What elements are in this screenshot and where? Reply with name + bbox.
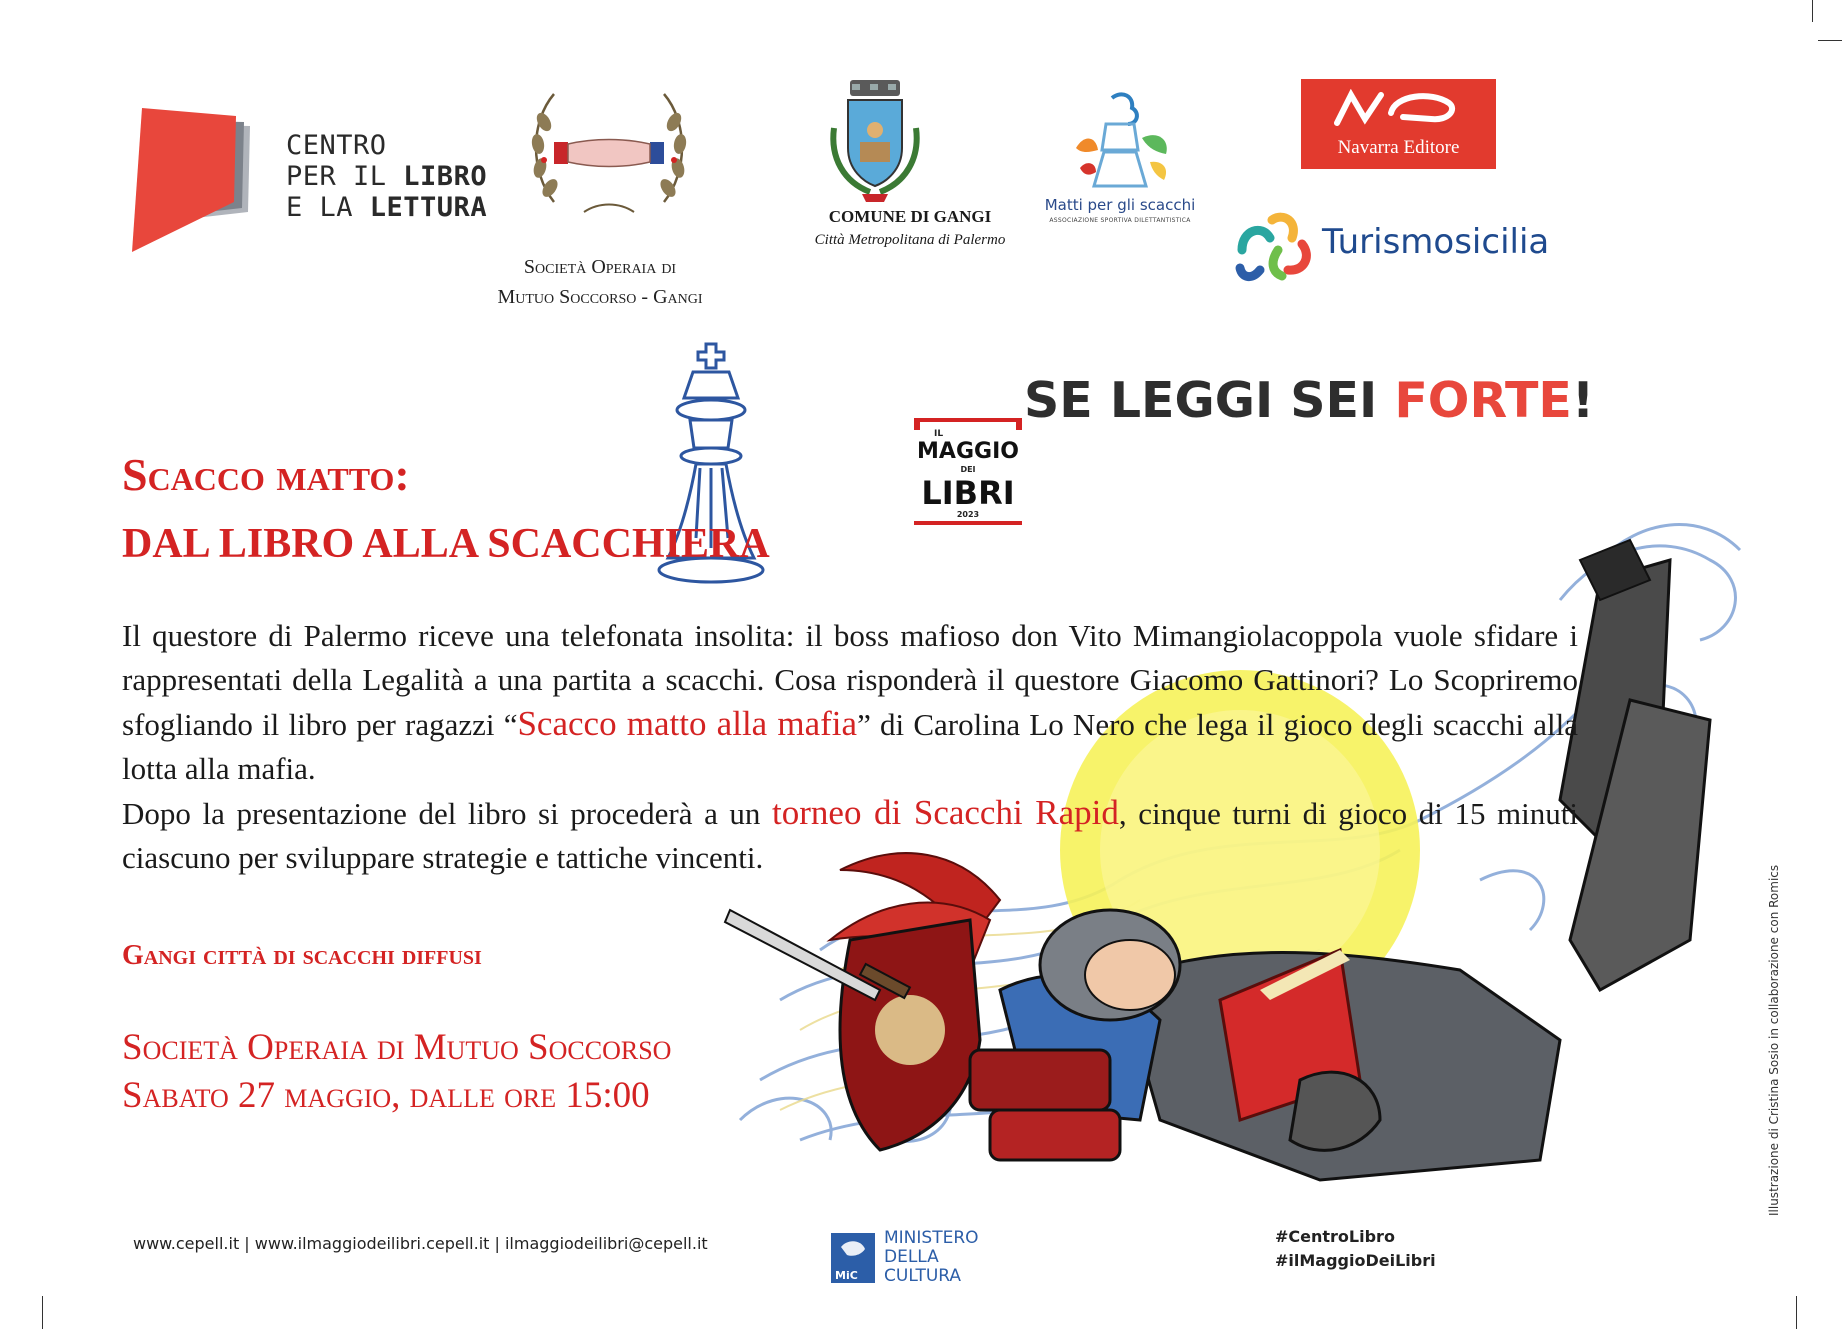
mic-emblem-icon: [831, 1233, 875, 1283]
somsg-caption-line2: Mutuo Soccorso - Gangi: [497, 286, 703, 308]
illustration-credit: Illustrazione di Cristina Sosio in collaborazione con Romics: [1767, 864, 1781, 1216]
description-paragraph-1: [122, 614, 1578, 791]
motto: Gangi città di scacchi diffusi: [122, 940, 482, 971]
tagline: [1024, 372, 1594, 429]
tagline-part1: SE LEGGI SEI: [1024, 372, 1395, 429]
ministero-line1: MINISTERO: [884, 1228, 979, 1248]
crop-mark-top-right-h: [1818, 40, 1842, 41]
cepell-line2a: PER IL: [286, 161, 404, 192]
description-paragraph-2: [122, 791, 1578, 880]
maggio-dei-libri-badge: [914, 418, 1022, 525]
footer-links[interactable]: www.cepell.it | www.ilmaggiodeilibri.cepell.it | ilmaggiodeilibri@cepell.it: [133, 1234, 708, 1253]
cepell-line1: CENTRO: [286, 130, 387, 161]
ministero-logo-icon: [831, 1233, 875, 1283]
navarra-mark-icon: [1331, 89, 1471, 129]
maggio-line4: LIBRI: [921, 474, 1015, 512]
hashtag-maggiodeilibri: #ilMaggioDeiLibri: [1275, 1251, 1436, 1270]
matti-name: Matti per gli scacchi: [1044, 196, 1196, 214]
p2-text-b: , cinque turni di gioco di 15 minuti ciascuno per sviluppare strategie e tattiche vincenti.: [122, 796, 1578, 875]
crop-mark-top-right: [1812, 0, 1813, 22]
matti-subtitle: ASSOCIAZIONE SPORTIVA DILETTANTISTICA: [1049, 217, 1191, 224]
handshake-wreath-emblem: [524, 82, 694, 227]
ministero-text: [884, 1229, 979, 1286]
maggio-line2: MAGGIO: [917, 439, 1019, 464]
cepell-logo-text: [286, 130, 487, 223]
cepell-line2b: LIBRO: [403, 161, 488, 192]
hashtag-centrolibro: #CentroLibro: [1275, 1227, 1395, 1246]
tagline-exclaim: !: [1571, 372, 1595, 429]
cepell-line3a: E LA: [286, 192, 370, 223]
turismo-swirl-logo: [1232, 210, 1316, 284]
p2-text-a: Dopo la presentazione del libro si procederà a un: [122, 796, 773, 831]
crop-mark-bottom-right: [1796, 1296, 1797, 1329]
maggio-line1: IL: [934, 429, 944, 439]
navarra-name: Navarra Editore: [1337, 137, 1460, 158]
event-title-line1: Scacco matto:: [122, 449, 410, 500]
book-title: Scacco matto alla mafia: [517, 704, 858, 743]
maggio-line3: DEI: [960, 465, 976, 474]
event-datetime: Sabato 27 maggio, dalle ore 15:00: [122, 1075, 650, 1116]
tournament-name: torneo di Scacchi Rapid: [772, 793, 1119, 832]
tagline-forte: FORTE: [1394, 372, 1572, 429]
ministero-line2: DELLA: [884, 1247, 939, 1267]
crop-mark-bottom-left: [42, 1296, 43, 1329]
ministero-line3: CULTURA: [884, 1266, 962, 1286]
coat-of-arms-icon: [820, 78, 930, 203]
p1-text-a: Il questore di Palermo riceve una telefonata insolita: il boss mafioso don Vito Mimangiolacoppola vuole sfidare i rappresentati della Legalità a una partita a scacchi. Cosa risponderà il questore Giacomo Gattinori? Lo Scopriremo sfogliando il libro per ragazzi “: [122, 618, 1578, 742]
somsg-caption-line1: Società Operaia di: [523, 256, 677, 278]
navarra-editore-logo: [1301, 79, 1496, 169]
chess-piece-logo: [1066, 90, 1176, 196]
somsg-caption: [440, 252, 760, 312]
p1-text-b: ” di Carolina Lo Nero che lega il gioco degli scacchi alla lotta alla mafia.: [122, 707, 1578, 786]
maggio-year: 2023: [956, 510, 980, 519]
event-title-line2: DAL LIBRO ALLA SCACCHIERA: [122, 521, 770, 567]
cepell-book-logo: [130, 104, 270, 254]
mic-label: MiC: [835, 1269, 858, 1282]
gangi-subtitle: Città Metropolitana di Palermo: [814, 232, 1006, 248]
cepell-line3b: LETTURA: [369, 192, 488, 223]
event-description: [122, 614, 1578, 880]
gangi-name: COMUNE DI GANGI: [828, 207, 992, 226]
venue: Società Operaia di Mutuo Soccorso: [122, 1027, 672, 1068]
turismo-name: Turismosicilia: [1322, 222, 1550, 262]
